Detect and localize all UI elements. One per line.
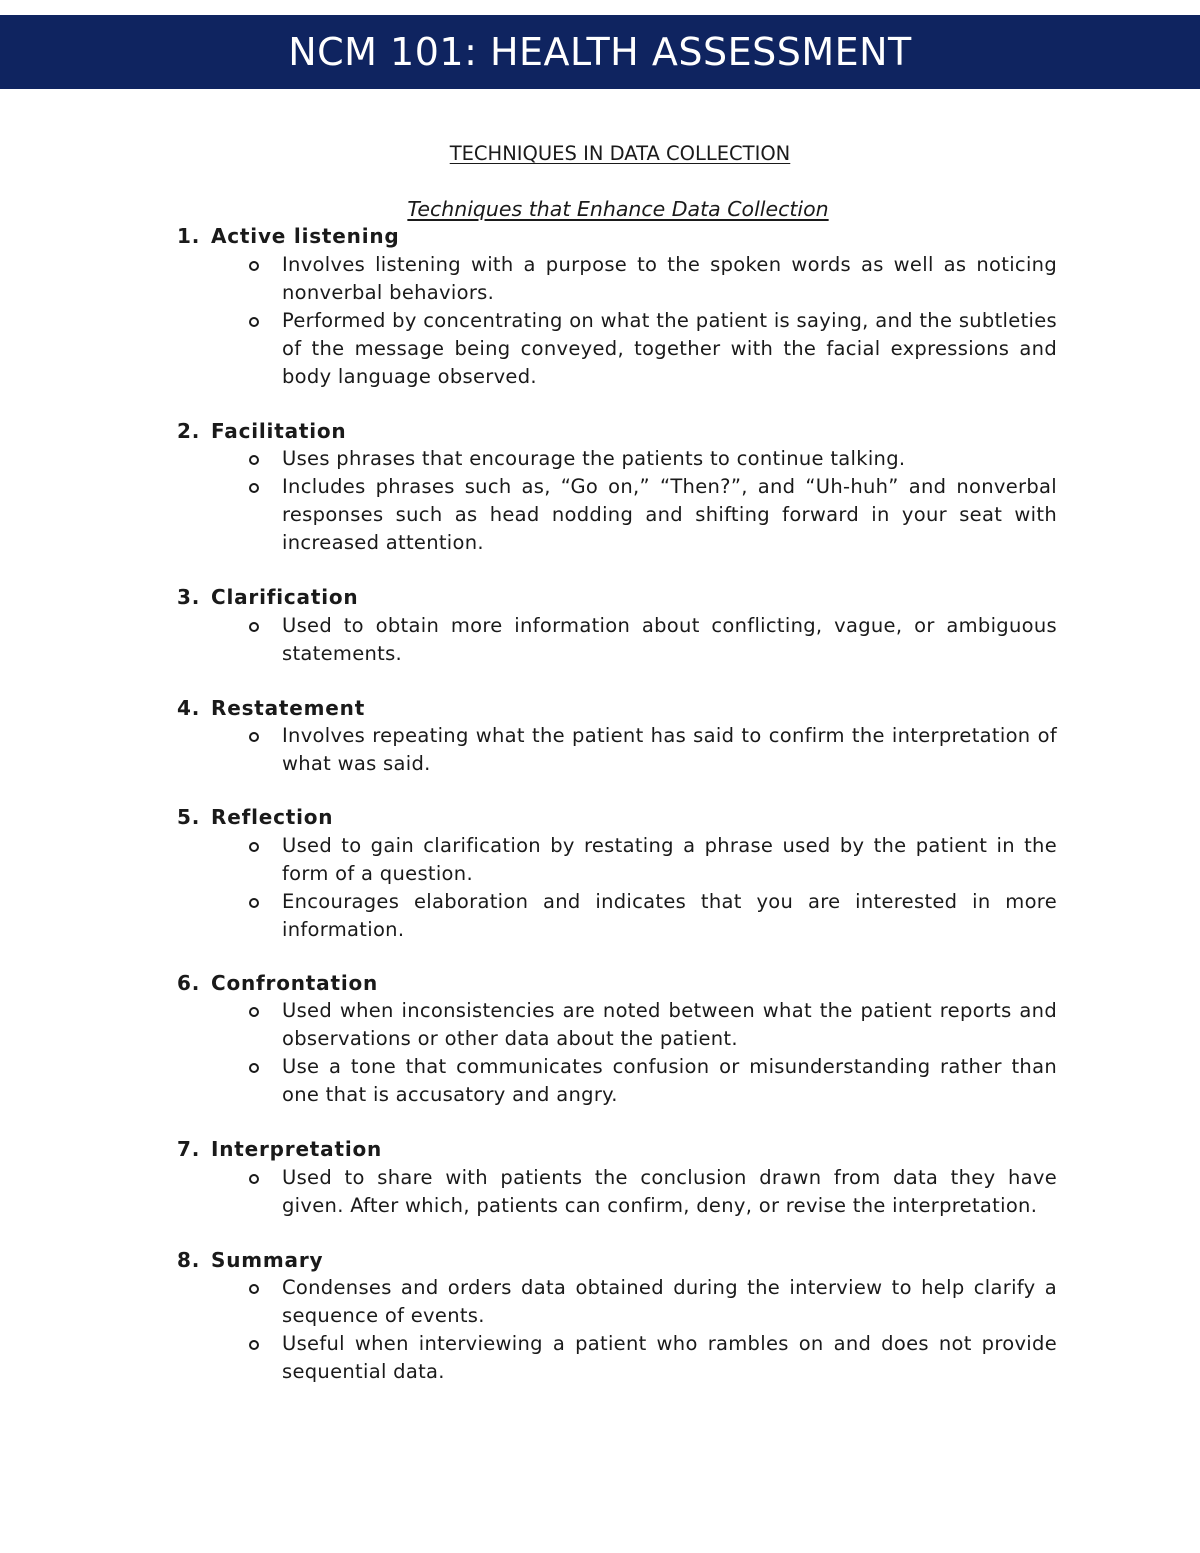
bullet-text: Performed by concentrating on what the patient is saying, and the subtleties of the message being conveyed, together with the facial expressions and body language observed. [282,308,1057,388]
hollow-circle-bullet-icon [177,445,282,473]
technique-section [177,418,1057,558]
bullet-item [177,888,1057,944]
bullet-item [177,307,1057,391]
technique-number: 6. [177,970,201,995]
hollow-circle-bullet-icon [177,1053,282,1109]
technique-section [177,1136,1057,1220]
bullet-list [177,612,1057,668]
hollow-circle-bullet-icon [177,612,282,668]
technique-heading [177,804,1057,832]
document-subtitle: Techniques that Enhance Data Collection [407,197,829,221]
bullet-text: Used when inconsistencies are noted between what the patient reports and observations or other data about the patient. [282,999,1057,1050]
technique-name: Interpretation [211,1137,383,1161]
technique-number: 1. [177,224,201,248]
technique-number: 2. [177,418,201,443]
bullet-text: Use a tone that communicates confusion or misunderstanding rather than one that is accusatory and angry. [282,1055,1057,1106]
bullet-text: Used to obtain more information about conflicting, vague, or ambiguous statements. [282,613,1057,665]
technique-section [177,970,1057,1110]
hollow-circle-bullet-icon [177,1164,282,1220]
hollow-circle-bullet-icon [177,473,282,557]
technique-heading [177,223,1057,251]
hollow-circle-bullet-icon [177,1330,282,1386]
technique-name: Summary [211,1247,324,1272]
document-body [177,140,1057,1386]
technique-heading [177,695,1057,723]
bullet-list [177,445,1057,557]
bullet-text: Used to gain clarification by restating a phrase used by the patient in the form of a question. [282,833,1057,885]
bullet-item [177,1053,1057,1109]
header-banner [0,15,1200,89]
technique-heading [177,1247,1057,1275]
bullet-text: Useful when interviewing a patient who rambles on and does not provide sequential data. [282,1332,1057,1383]
bullet-list [177,1274,1057,1386]
bullet-list [177,1164,1057,1220]
technique-section [177,584,1057,668]
bullet-item [177,445,1057,473]
technique-heading [177,418,1057,446]
bullet-text: Includes phrases such as, “Go on,” “Then?”, and “Uh-huh” and nonverbal responses such as head nodding and shifting forward in your seat with increased attention. [282,475,1057,554]
technique-name: Clarification [211,585,359,609]
bullet-text: Involves repeating what the patient has said to confirm the interpretation of what was said. [282,724,1057,775]
bullet-item [177,1164,1057,1220]
bullet-text: Involves listening with a purpose to the spoken words as well as noticing nonverbal behaviors. [282,252,1057,304]
document-title: TECHNIQUES IN DATA COLLECTION [449,142,791,165]
bullet-text: Used to share with patients the conclusion drawn from data they have given. After which, patients can confirm, deny, or revise the interpretation. [282,1165,1057,1217]
bullet-item [177,1330,1057,1386]
technique-section [177,223,1057,391]
bullet-text: Encourages elaboration and indicates that you are interested in more information. [282,889,1057,941]
bullet-item [177,1274,1057,1330]
bullet-item [177,612,1057,668]
technique-number: 4. [177,695,201,720]
technique-number: 3. [177,585,201,609]
hollow-circle-bullet-icon [177,888,282,944]
bullet-item [177,832,1057,888]
technique-list [177,223,1057,1386]
technique-section [177,1247,1057,1387]
technique-heading [177,1136,1057,1164]
hollow-circle-bullet-icon [177,307,282,391]
technique-number: 5. [177,805,201,829]
technique-name: Reflection [211,805,334,829]
bullet-text: Uses phrases that encourage the patients to continue talking. [282,447,906,470]
bullet-item [177,473,1057,557]
hollow-circle-bullet-icon [177,1274,282,1330]
hollow-circle-bullet-icon [177,722,282,778]
technique-number: 8. [177,1247,201,1272]
bullet-item [177,251,1057,307]
technique-heading [177,970,1057,998]
technique-section [177,804,1057,944]
technique-name: Active listening [211,224,400,248]
technique-section [177,695,1057,779]
bullet-list [177,251,1057,391]
technique-name: Confrontation [211,970,379,995]
bullet-item [177,722,1057,778]
technique-name: Facilitation [211,418,347,443]
bullet-list [177,832,1057,944]
bullet-text: Condenses and orders data obtained during the interview to help clarify a sequence of events. [282,1276,1057,1327]
technique-name: Restatement [211,695,366,720]
bullet-list [177,722,1057,778]
hollow-circle-bullet-icon [177,251,282,307]
header-title: NCM 101: HEALTH ASSESSMENT [288,30,912,74]
hollow-circle-bullet-icon [177,832,282,888]
bullet-item [177,997,1057,1053]
bullet-list [177,997,1057,1109]
hollow-circle-bullet-icon [177,997,282,1053]
technique-heading [177,584,1057,612]
technique-number: 7. [177,1137,201,1161]
